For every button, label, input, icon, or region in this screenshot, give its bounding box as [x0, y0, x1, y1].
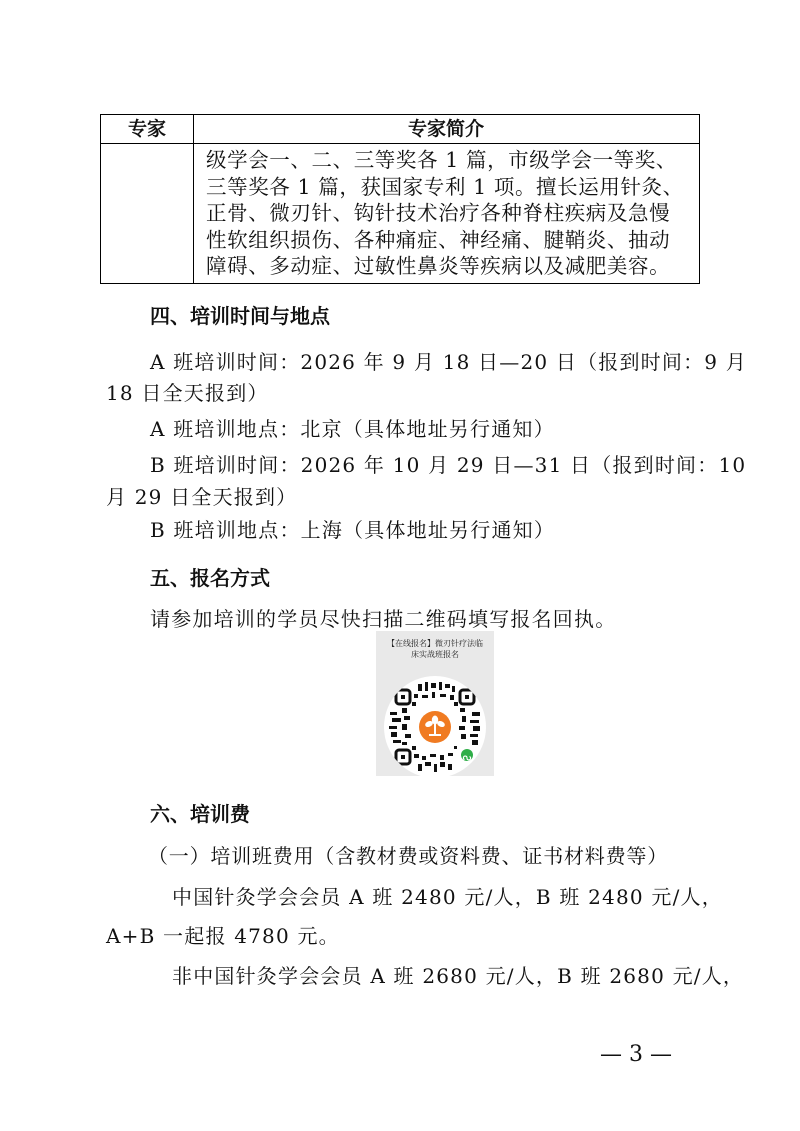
mini-program-icon: [461, 749, 473, 761]
table-header-intro: 专家简介: [407, 118, 484, 140]
registration-instruction: 请参加培训的学员尽快扫描二维码填写报名回执。: [150, 607, 617, 631]
a-class-place: A 班培训地点：北京（具体地址另行通知）: [150, 417, 555, 441]
b-class-place: B 班培训地点：上海（具体地址另行通知）: [150, 518, 556, 542]
fee-subsection-1: （一）培训班费用（含教材费或资料费、证书材料费等）: [148, 844, 668, 868]
member-fee-line1: 中国针灸学会会员 A 班 2480 元/人，B 班 2480 元/人，: [172, 885, 723, 909]
intro-line: 三等奖各 1 篇，获国家专利 1 项。擅长运用针灸、: [206, 174, 684, 199]
intro-line: 性软组织损伤、各种痛症、神经痛、腱鞘炎、抽动: [206, 227, 671, 252]
a-class-time-line2: 18 日全天报到）: [106, 381, 269, 405]
intro-line: 级学会一、二、三等奖各 1 篇，市级学会一等奖、: [206, 148, 677, 172]
tree-logo-icon: [419, 711, 451, 743]
b-class-time-line2: 月 29 日全天报到）: [106, 485, 298, 509]
a-class-time-line1: A 班培训时间：2026 年 9 月 18 日—20 日（报到时间：9 月: [150, 350, 747, 374]
intro-line: 障碍、多动症、过敏性鼻炎等疾病以及减肥美容。: [206, 254, 671, 279]
section6-title: 六、培训费: [150, 802, 250, 826]
expert-intro-cell: [206, 147, 696, 280]
page-number: — 3 —: [600, 1042, 672, 1067]
mini-program-code: [384, 676, 486, 778]
section5-title: 五、报名方式: [150, 566, 270, 590]
expert-table: [100, 114, 700, 284]
qr-code-image[interactable]: [376, 631, 494, 776]
b-class-time-line1: B 班培训时间：2026 年 10 月 29 日—31 日（报到时间：10: [150, 453, 747, 477]
intro-line: 正骨、微刃针、钩针技术治疗各种脊柱疾病及急慢: [206, 201, 671, 226]
qr-caption-line1: 【在线报名】微刃针疗法临: [387, 639, 483, 648]
table-header-expert: 专家: [127, 118, 166, 140]
qr-caption-line2: 床实战班报名: [411, 650, 459, 659]
qr-caption: [376, 638, 494, 660]
section4-title: 四、培训时间与地点: [150, 304, 330, 328]
member-fee-line2: A+B 一起报 4780 元。: [106, 924, 340, 948]
nonmember-fee-line1: 非中国针灸学会会员 A 班 2680 元/人，B 班 2680 元/人，: [172, 964, 745, 988]
